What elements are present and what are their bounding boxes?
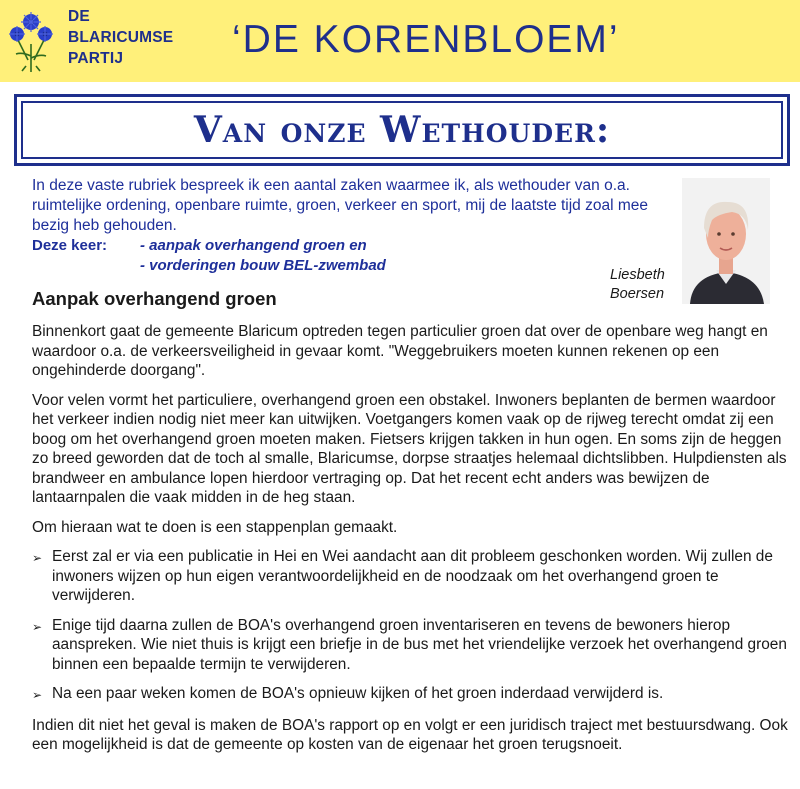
arrow-bullet-icon: ➢ [32, 619, 43, 634]
author-caption [610, 266, 665, 304]
topic-item: - vorderingen bouw BEL-zwembad [140, 256, 386, 274]
bullet-item [32, 547, 792, 606]
paragraph-2: Voor velen vormt het particuliere, overhangend groen een obstakel. Inwoners beplanten de bermen waardoor het verkeer indien nodig niet meer kan uitwijken. Voetgangers komen vaak op de rijweg terecht omdat zij een boog om het overhangend groen moeten maken. Fietsers krijgen takken in hun ogen. En soms zijn de heggen zo breed geworden dat de toch al smalle, Blaricumse, dorpse straatjes helemaal dichtslibben. Hulpdiensten als brandweer en ambulance lopen hierdoor vertraging op. Dat het recent echt anders was bewijzen de lantaarnpalen die vaak midden in de heg staan. [32, 391, 787, 506]
bullet-text: Na een paar weken komen de BOA's opnieuw kijken of het groen inderdaad verwijderd is. [52, 685, 664, 702]
article-body [32, 322, 792, 765]
author-last-name: Boersen [610, 286, 665, 302]
party-line-1: DE [68, 8, 90, 25]
party-line-3: PARTIJ [68, 50, 124, 67]
arrow-bullet-icon: ➢ [32, 551, 43, 565]
paragraph-4: Indien dit niet het geval is maken de BOA's rapport op en volgt er een juridisch traject met bestuursdwang. Ook een mogelijkheid is dat de gemeente op kosten van de eigenaar het groen terugsnoeit. [32, 716, 788, 753]
page-header [0, 0, 800, 82]
arrow-bullet-icon: ➢ [32, 688, 43, 702]
topics-label: Deze keer: [32, 237, 108, 254]
section-heading: Aanpak overhangend groen [32, 288, 277, 309]
party-name [68, 6, 173, 69]
topic-item: - aanpak overhangend groen en [140, 237, 367, 254]
portrait-photo [682, 178, 770, 304]
bullet-item [32, 616, 792, 675]
banner-title: Van onze Wethouder: [193, 109, 611, 151]
party-line-2: BLARICUMSE [68, 29, 174, 46]
paragraph-1: Binnenkort gaat de gemeente Blaricum optreden tegen particulier groen dat over de openbare weg hangt en waardoor o.a. de verkeersveiligheid in gevaar komt. "Weggebruikers moeten kunnen rekenen op een ongehinderde doorgang". [32, 323, 768, 379]
intro-text: In deze vaste rubriek bespreek ik een aantal zaken waarmee ik, als wethouder van o.a. ruimtelijke ordening, openbare ruimte, groen, verkeer en sport, mij de laatste tijd zoal mee bezig heb gehouden. [32, 177, 649, 234]
bullet-item [32, 684, 792, 706]
cornflower-icon [6, 8, 56, 72]
banner-inner-frame [21, 101, 783, 159]
section-banner [14, 94, 790, 166]
author-first-name: Liesbeth [610, 267, 665, 283]
bullet-text: Enige tijd daarna zullen de BOA's overhangend groen inventariseren en tevens de bewoners hierop aanspreken. Wie niet thuis is krijgt een briefje in de bus met het vriendelijke verzoek het overhangend groen binnen een bepaalde termijn te verwijderen. [52, 616, 787, 673]
topics-list [32, 236, 386, 275]
paragraph-3: Om hieraan wat te doen is een stappenplan gemaakt. [32, 518, 398, 536]
bullet-text: Eerst zal er via een publicatie in Hei en Wei aandacht aan dit probleem geschonken worden. Wij zullen de inwoners wijzen op hun eigen verantwoordelijkheid en de noodzaak om het overhangend groen te verwijderen. [52, 548, 773, 604]
paper-title: ‘DE KORENBLOEM’ [232, 18, 620, 61]
